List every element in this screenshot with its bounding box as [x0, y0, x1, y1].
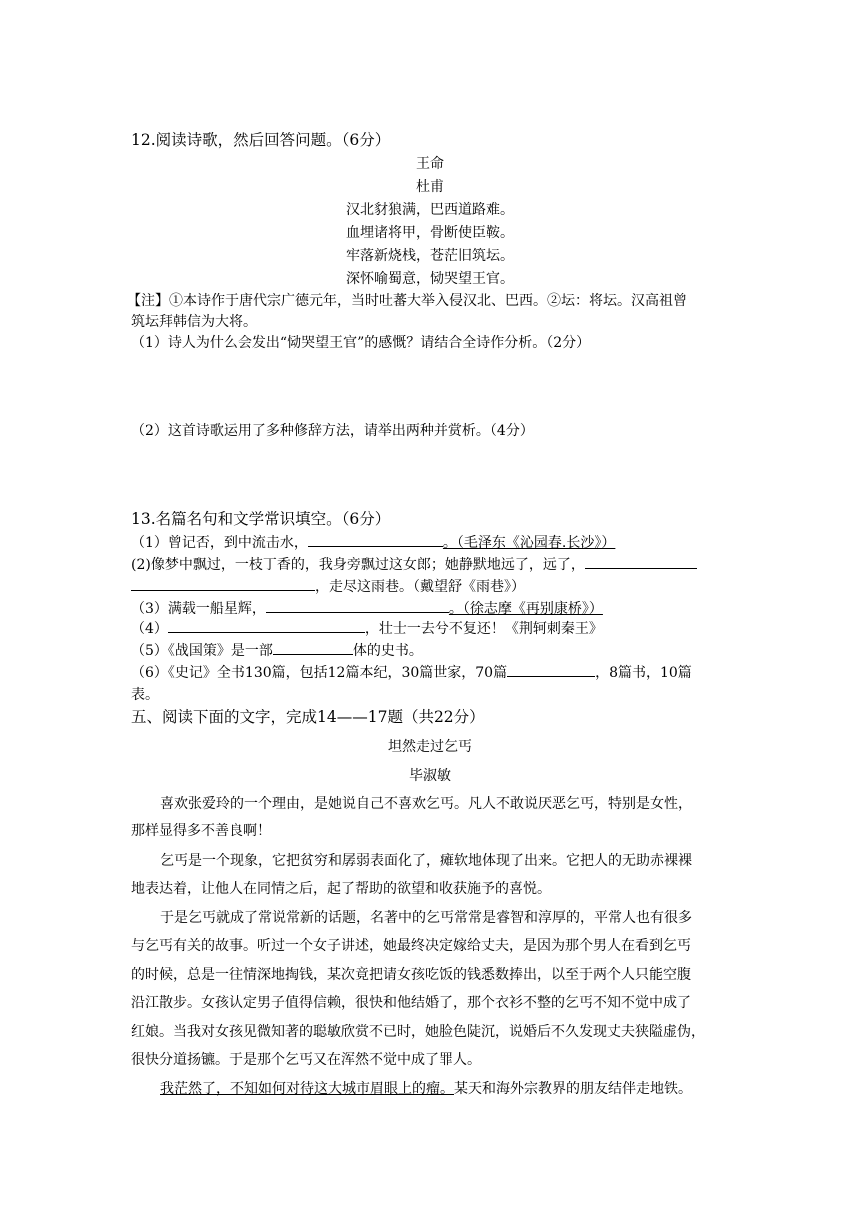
- answer-blank[interactable]: [266, 598, 449, 613]
- fill-item-2-cont: [131, 576, 525, 596]
- fill-item-text: （1）曾记否，到中流击水，: [131, 535, 308, 551]
- fill-item-text: 。（毛泽东《沁园春.长沙》）: [442, 535, 616, 551]
- paragraph-line: 与乞丐有关的故事。听过一个女子讲述，她最终决定嫁给丈夫，是因为那个男人在看到乞丐: [131, 938, 691, 954]
- answer-blank[interactable]: [585, 554, 697, 569]
- poem-line: 汉北豺狼满，巴西道路难。: [346, 202, 514, 218]
- q12-title: 12.阅读诗歌，然后回答问题。（6分）: [131, 131, 391, 149]
- fill-item-3: [131, 598, 603, 618]
- paragraph-line: 沿江散步。女孩认定男子值得信赖，很快和他结婚了，那个衣衫不整的乞丐不知不觉中成了: [131, 995, 691, 1011]
- paragraph-line: 喜欢张爱玲的一个理由，是她说自己不喜欢乞丐。凡人不敢说厌恶乞丐，特别是女性，: [160, 796, 692, 812]
- paragraph-line: 的时候，总是一往情深地掏钱，某次竟把请女孩吃饭的钱悉数捧出，以至于两个人只能空腹: [131, 967, 691, 983]
- answer-blank[interactable]: [273, 640, 353, 655]
- poem-line: 深怀喻蜀意，恸哭望王官。: [346, 271, 514, 287]
- section-title: 五、阅读下面的文字，完成14——17题（共22分）: [131, 708, 485, 726]
- underlined-sentence: 我茫然了，不知如何对待这大城市眉眼上的瘤。: [160, 1081, 454, 1097]
- article-author: 毕淑敏: [409, 768, 451, 784]
- poem-note-line: 筑坛拜韩信为大将。: [131, 314, 257, 330]
- fill-item-text: ，壮士一去兮不复还！《荆轲刺秦王》: [364, 621, 603, 637]
- fill-item-6-cont: 表。: [131, 687, 159, 703]
- fill-item-text: （5）《战国策》是一部: [131, 643, 273, 659]
- paragraph-line: 乞丐是一个现象，它把贫穷和孱弱表面化了，瘫软地体现了出来。它把人的无助赤裸裸: [160, 853, 692, 869]
- fill-item-text: ，走尽这雨巷。（戴望舒《雨巷》）: [315, 579, 525, 595]
- q13-title: 13.名篇名句和文学常识填空。（6分）: [131, 510, 391, 528]
- paragraph-line: 红娘。当我对女孩见微知著的聪敏欣赏不已时，她脸色陡沉，说婚后不久发现丈夫狭隘虚伪，: [131, 1024, 705, 1040]
- fill-item-4: [131, 618, 603, 638]
- paragraph-line: 地表达着，让他人在同情之后，起了帮助的欲望和收获施予的喜悦。: [131, 881, 551, 897]
- poem-line: 血埋诸将甲，骨断使臣鞍。: [346, 225, 514, 241]
- paragraph-line: 于是乞丐就成了常说常新的话题，名著中的乞丐常常是睿智和淳厚的，平常人也有很多: [160, 910, 692, 926]
- q12-sub-question-1: （1）诗人为什么会发出“恸哭望王官”的感慨？请结合全诗作分析。（2分）: [131, 335, 591, 351]
- answer-blank[interactable]: [507, 662, 595, 677]
- poem-note-line: 【注】①本诗作于唐代宗广德元年，当时吐蕃大举入侵汉北、巴西。②坛：将坛。汉高祖曾: [127, 293, 687, 309]
- answer-blank[interactable]: [168, 618, 365, 633]
- paragraph-line: [160, 1078, 692, 1098]
- fill-item-5: [131, 640, 423, 660]
- paragraph-line: 很快分道扬镳。于是那个乞丐又在浑然不觉中成了罪人。: [131, 1052, 481, 1068]
- fill-item-text: （3）满载一船星辉，: [131, 601, 266, 617]
- fill-item-text: 。（徐志摩《再别康桥》）: [448, 601, 603, 617]
- paragraph-text: 某天和海外宗教界的朋友结伴走地铁。: [454, 1081, 692, 1097]
- fill-item-6: [131, 662, 692, 682]
- poem-line: 牢落新烧栈，苍茫旧筑坛。: [346, 248, 514, 264]
- fill-item-text: （6）《史记》全书130篇，包括12篇本纪，30篇世家，70篇: [131, 665, 508, 681]
- answer-blank[interactable]: [308, 532, 443, 547]
- fill-item-1: [131, 532, 615, 552]
- article-title: 坦然走过乞丐: [388, 739, 472, 755]
- answer-blank[interactable]: [131, 576, 315, 591]
- fill-item-text: （4）: [131, 621, 168, 637]
- q12-sub-question-2: （2）这首诗歌运用了多种修辞方法，请举出两种并赏析。（4分）: [131, 423, 534, 439]
- paragraph-line: 那样显得多不善良啊！: [131, 823, 271, 839]
- fill-item-text: (2)像梦中飘过，一枝丁香的，我身旁飘过这女郎；她静默地远了，远了，: [131, 557, 585, 573]
- fill-item-text: ，8篇书，10篇: [595, 665, 692, 681]
- poem-title: 王命: [416, 156, 444, 172]
- fill-item-text: 体的史书。: [352, 643, 423, 659]
- poem-author: 杜甫: [416, 179, 444, 195]
- fill-item-2: [131, 554, 697, 574]
